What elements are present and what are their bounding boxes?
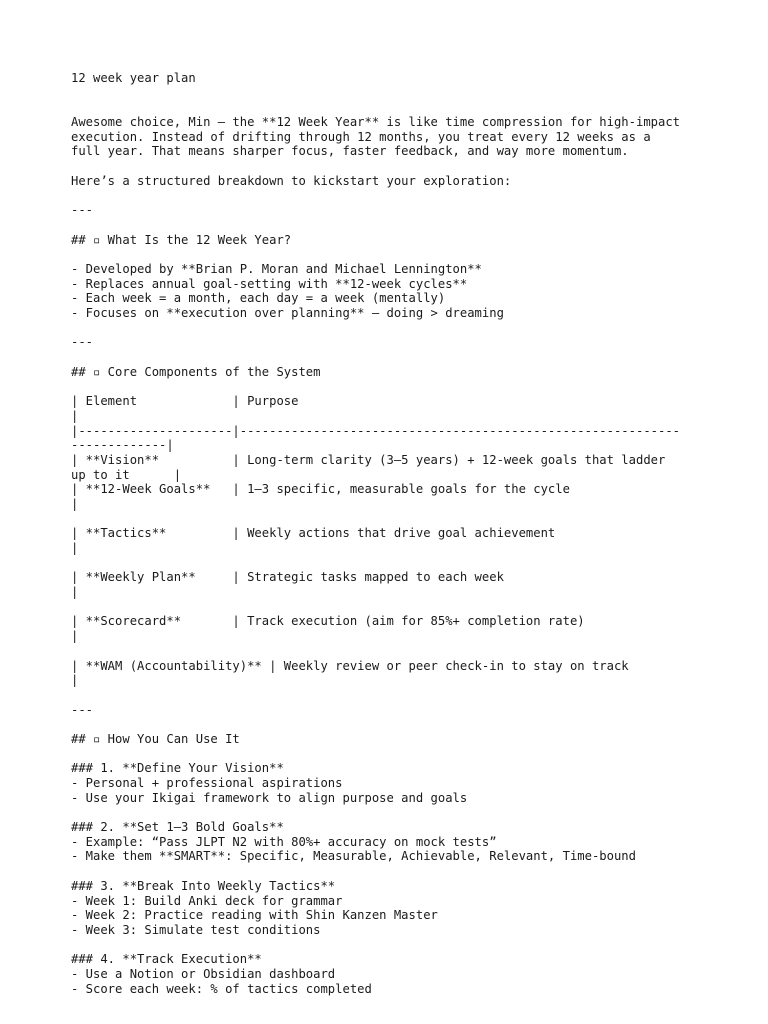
divider: --- (71, 335, 94, 350)
list-item: - Score each week: % of tactics completed (71, 981, 372, 996)
list-item: - Use a Notion or Obsidian dashboard (71, 966, 336, 981)
list-item: - Each week = a month, each day = a week (mentally) (71, 291, 446, 306)
step-heading: ### 4. **Track Execution** (71, 952, 262, 967)
table-line: | **Vision** | Long-term clarity (3–5 years) + 12-week goals that ladder (71, 452, 666, 467)
table-line: | (71, 496, 79, 511)
divider: --- (71, 203, 94, 218)
section-heading-use: ## ▫ How You Can Use It (71, 731, 240, 746)
lead-text: Here’s a structured breakdown to kickstart your exploration: (71, 173, 512, 188)
document-title: 12 week year plan (71, 71, 196, 85)
table-line: | (71, 541, 79, 556)
table-line: | (71, 673, 79, 688)
table-line: | Element | Purpose (71, 394, 299, 409)
intro-line: execution. Instead of drifting through 12 months, you treat every 12 weeks as a (71, 129, 651, 144)
list-item: - Replaces annual goal-setting with **12-week cycles** (71, 276, 468, 291)
section-heading-core: ## ▫ Core Components of the System (71, 364, 321, 379)
intro-line: Awesome choice, Min — the **12 Week Year** is like time compression for high-impact (71, 115, 681, 130)
table-line: | (71, 585, 79, 600)
table-line: | **Scorecard** | Track execution (aim for 85%+ completion rate) (71, 614, 585, 629)
table-line: |---------------------|------------------------------------------------------------ (71, 423, 681, 438)
list-item: - Focuses on **execution over planning** — doing > dreaming (71, 306, 504, 321)
list-item: - Use your Ikigai framework to align purpose and goals (71, 790, 468, 805)
divider: --- (71, 702, 94, 717)
list-item: - Example: “Pass JLPT N2 with 80%+ accuracy on mock tests” (71, 834, 497, 849)
list-item: - Make them **SMART**: Specific, Measurable, Achievable, Relevant, Time-bound (71, 849, 636, 864)
table-line: | (71, 408, 79, 423)
list-item: - Week 3: Simulate test conditions (71, 922, 321, 937)
intro-line: full year. That means sharper focus, faster feedback, and way more momentum. (71, 144, 629, 159)
table-line: | **WAM (Accountability)** | Weekly review or peer check-in to stay on track (71, 658, 629, 673)
document-page (71, 71, 731, 996)
step-heading: ### 2. **Set 1–3 Bold Goals** (71, 820, 284, 835)
list-item: - Developed by **Brian P. Moran and Michael Lennington** (71, 261, 482, 276)
table-line: | **12-Week Goals** | 1–3 specific, measurable goals for the cycle (71, 482, 570, 497)
table-line: -------------| (71, 438, 174, 453)
table-line: | **Tactics** | Weekly actions that drive goal achievement (71, 526, 556, 541)
step-heading: ### 3. **Break Into Weekly Tactics** (71, 878, 336, 893)
step-heading: ### 1. **Define Your Vision** (71, 761, 284, 776)
section-heading-what: ## ▫ What Is the 12 Week Year? (71, 232, 292, 247)
table-line: | (71, 629, 79, 644)
list-item: - Personal + professional aspirations (71, 776, 343, 791)
table-line: | **Weekly Plan** | Strategic tasks mapped to each week (71, 570, 504, 585)
list-item: - Week 1: Build Anki deck for grammar (71, 893, 343, 908)
table-line: up to it | (71, 467, 182, 482)
list-item: - Week 2: Practice reading with Shin Kanzen Master (71, 908, 438, 923)
